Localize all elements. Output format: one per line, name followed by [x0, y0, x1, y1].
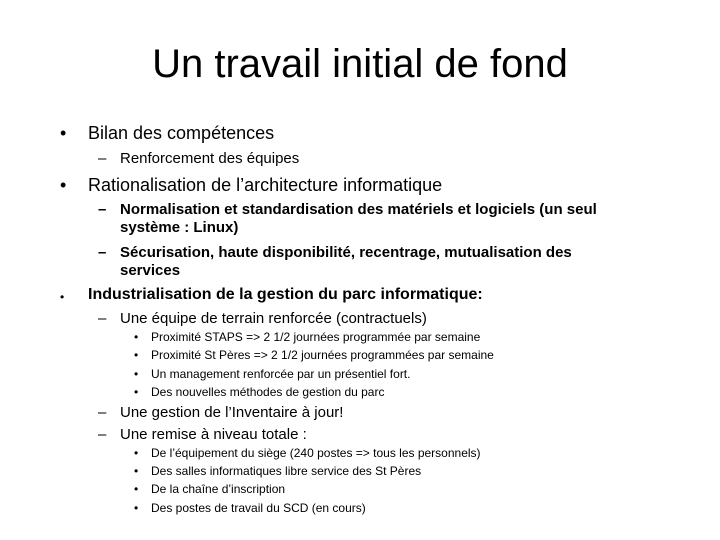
bullet-text: De l’équipement du siège (240 postes => tous les personnels)	[151, 446, 481, 460]
bullet-text: Une remise à niveau totale :	[120, 426, 307, 443]
bullet-text: Des nouvelles méthodes de gestion du parc	[151, 385, 385, 399]
bullet-dot: •	[134, 501, 139, 515]
bullet-text: Renforcement des équipes	[120, 150, 300, 167]
bullet-text: Proximité St Pères => 2 1/2 journées programmées par semaine	[151, 348, 494, 362]
bullet-dot: •	[134, 482, 139, 496]
bullet-text: Rationalisation de l’architecture informatique	[88, 175, 443, 195]
bullet-dash: –	[98, 150, 107, 167]
bullet-dot: •	[134, 348, 139, 362]
bullet-text: Bilan des compétences	[88, 123, 275, 143]
slide-title: Un travail initial de fond	[152, 42, 568, 86]
bullet-text: Des postes de travail du SCD (en cours)	[151, 501, 366, 515]
bullet-text: Proximité STAPS => 2 1/2 journées programmée par semaine	[151, 330, 481, 344]
bullet-text: Une gestion de l’Inventaire à jour!	[120, 404, 344, 421]
bullet-dash: –	[98, 201, 107, 218]
bullet-text: Industrialisation de la gestion du parc informatique:	[88, 286, 483, 303]
bullet-dash: –	[98, 426, 107, 443]
bullet-dot: •	[60, 175, 67, 195]
bullet-dash: –	[98, 310, 107, 327]
bullet-text-line: Normalisation et standardisation des matériels et logiciels (un seul	[120, 201, 597, 218]
bullet-dot: •	[134, 385, 139, 399]
bullet-text: Des salles informatiques libre service des St Pères	[151, 464, 422, 478]
bullet-dot: •	[134, 330, 139, 344]
bullet-dot: •	[60, 290, 65, 304]
bullet-dot: •	[134, 446, 139, 460]
bullet-text: De la chaîne d’inscription	[151, 482, 286, 496]
bullet-dot: •	[134, 367, 139, 381]
bullet-text-multiline	[120, 244, 572, 280]
bullet-dot: •	[134, 464, 139, 478]
bullet-dash: –	[98, 244, 107, 261]
bullet-dash: –	[98, 404, 107, 421]
bullet-text: Une équipe de terrain renforcée (contractuels)	[120, 310, 427, 327]
bullet-text-multiline	[120, 201, 597, 237]
bullet-text: Un management renforcée par un présentiel fort.	[151, 367, 411, 381]
bullet-text-line: Sécurisation, haute disponibilité, recentrage, mutualisation des	[120, 244, 572, 261]
bullet-text-line: services	[120, 262, 181, 279]
bullet-dot: •	[60, 123, 67, 143]
bullet-text-line: système : Linux)	[120, 219, 239, 236]
